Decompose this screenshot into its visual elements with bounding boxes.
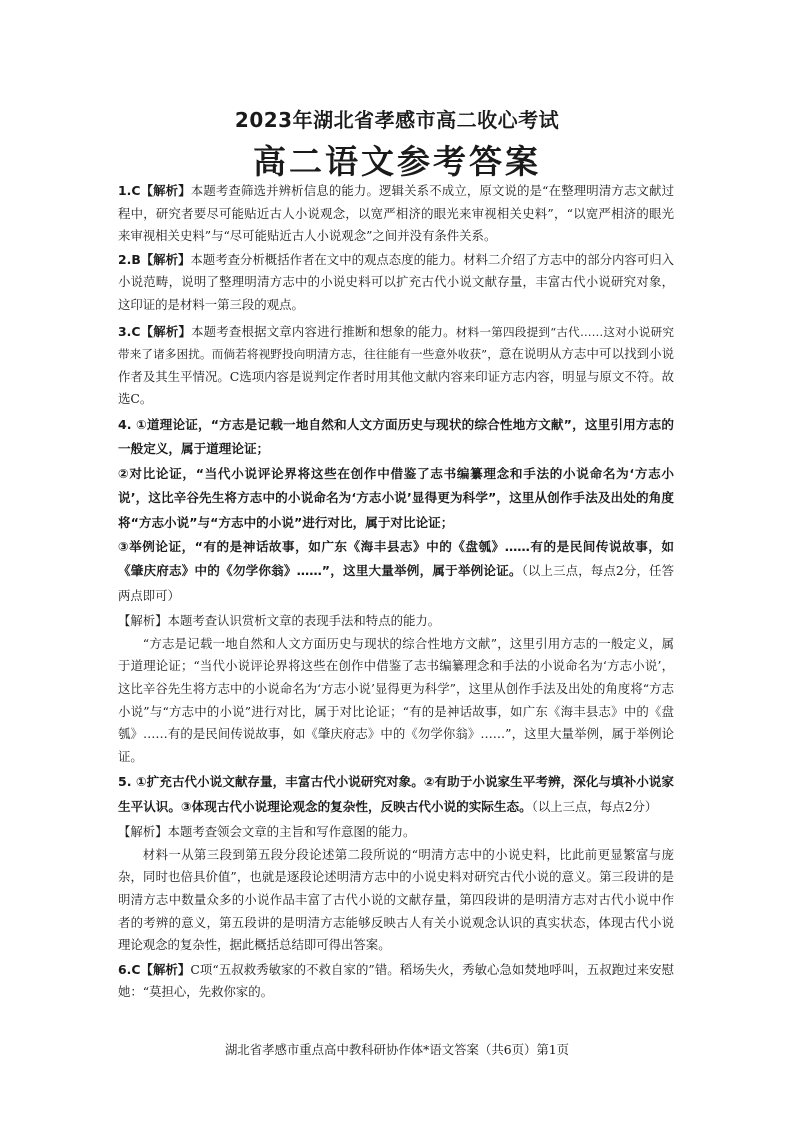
answer-4-scoring-note: （以上三点，每点2分，任答两点即可） xyxy=(118,563,674,603)
answer-2-text: 本题考查分析概括作者在文中的观点态度的能力。材料二介绍了方志中的部分内容可归入小说范畴，说明了整理明清方志中的小说史料可以扩充古代小说文献存量，丰富古代小说研究对象，这印证的是材料一第三段的观点。 xyxy=(118,251,674,312)
answer-3-quote: 材料一第四段提到“古代……这对小说研究带来了诸多困扰。而倘若将视野投向明清方志，往往能有一些意外收获”， xyxy=(118,324,675,362)
answer-content xyxy=(118,180,674,1004)
answer-5-analysis xyxy=(118,821,674,844)
answer-1-label: 1.C【解析】 xyxy=(118,183,191,198)
answer-1-text: 本题考查筛选并辨析信息的能力。逻辑关系不成立，原文说的是“在整理明清方志文献过程中，研究者要尽可能贴近古人小说观念，以宽严相济的眼光来审视相关史料”，“以宽严相济的眼光来审视相关史料”与“尽可能贴近古人小说观念”之间并没有条件关系。 xyxy=(118,183,674,244)
answer-5 xyxy=(118,770,674,819)
answer-5-analysis-body: 材料一从第三段到第五段分段论述第二段所说的“明清方志中的小说史料，比此前更显繁富与庞杂，同时也倍具价值”，也就是逐段论述明清方志中的小说史料对研究古代小说的意义。第三段讲的是明清方志中数量众多的小说作品丰富了古代小说的文献存量，第四段讲的是明清方志对古代小说中作者的考辨的意义，第五段讲的是明清方志能够反映古人有关小说观念认识的真实状态，体现古代小说理论观念的复杂性，据此概括总结即可得出答案。 xyxy=(118,846,674,953)
answer-4-point-3-text: ③举例论证，“有的是神话故事，如广东《海丰县志》中的《盘瓠》……有的是民间传说故事，如《肇庆府志》中的《勿学你翁》……”，这里大量举例，属于举例论证。 xyxy=(118,538,674,579)
answer-4-analysis-label: 【解析】 xyxy=(118,613,168,629)
answer-3-text-c: 意在说明从方志中可以找到小说作者及其生平情况。C选项内容是说判定作者时用其他文献内容来印证方志内容，明显与原文不符。故选C。 xyxy=(118,346,675,407)
answer-5-analysis-head: 本题考查领会文章的主旨和写作意图的能力。 xyxy=(167,824,416,840)
answer-4-point-3 xyxy=(118,535,674,608)
exam-title: 2023年湖北省孝感市高二收心考试 xyxy=(234,108,560,132)
answer-5-scoring-note: （以上三点，每点2分） xyxy=(531,798,658,814)
answer-3 xyxy=(118,321,674,411)
answer-3-text-a: 本题考查根据文章内容进行推断和想象的能力。 xyxy=(191,323,456,339)
answer-4-point-1: 4. ①道理论证，“方志是记载一地自然和人文方面历史与现状的综合性地方文献”，这里引用方志的一般定义，属于道理论证； xyxy=(118,416,674,457)
answer-4-point-2: ②对比论证，“当代小说评论界将这些在创作中借鉴了志书编纂理念和手法的小说命名为‘方志小说’，这比辛谷先生将方志中的小说命名为‘方志小说’显得更为科学”，这里从创作手法及出处的角度将“方志小说”与“方志中的小说”进行对比，属于对比论证； xyxy=(118,465,674,530)
answer-5-analysis-label: 【解析】 xyxy=(118,824,168,840)
answer-4-analysis xyxy=(118,610,674,633)
answer-2 xyxy=(118,249,674,317)
answer-5-text: 5. ①扩充古代小说文献存量，丰富古代小说研究对象。②有助于小说家生平考辨，深化与填补小说家生平认识。③体现古代小说理论观念的复杂性，反映古代小说的实际生态。 xyxy=(118,774,674,814)
page-footer: 湖北省孝感市重点高中教科研协作体*语文答案（共6页）第1页 xyxy=(224,1042,570,1057)
answer-6-text: C项“五叔救秀敏家的不救自家的”错。稻场失火，秀敏心急如焚地呼叫，五叔跑过来安慰她：“莫担心，先救你家的。 xyxy=(118,961,674,1000)
answer-6-label: 6.C【解析】 xyxy=(118,961,191,977)
answer-2-label: 2.B【解析】 xyxy=(118,251,191,267)
answer-3-label: 3.C【解析】 xyxy=(118,323,192,339)
answer-4-analysis-head: 本题考查认识赏析文章的表现手法和特点的能力。 xyxy=(167,613,441,629)
answer-title: 高二语文参考答案 xyxy=(253,142,541,181)
answer-6 xyxy=(118,959,674,1004)
answer-4-analysis-body: “方志是记载一地自然和人文方面历史与现状的综合性地方文献”，这里引用方志的一般定义，属于道理论证；“当代小说评论界将这些在创作中借鉴了志书编纂理念和手法的小说命名为‘方志小说’，这比辛谷先生将方志中的小说命名为‘方志小说’显得更为科学”，这里从创作手法及出处的角度将“方志小说”与“方志中的小说”进行对比，属于对比论证；“有的是神话故事，如广东《海丰县志》中的《盘瓠》……有的是民间传说故事，如《肇庆府志》中的《勿学你翁》……”，这里大量举例，属于举例论证。 xyxy=(118,635,674,764)
answer-1 xyxy=(118,180,674,248)
